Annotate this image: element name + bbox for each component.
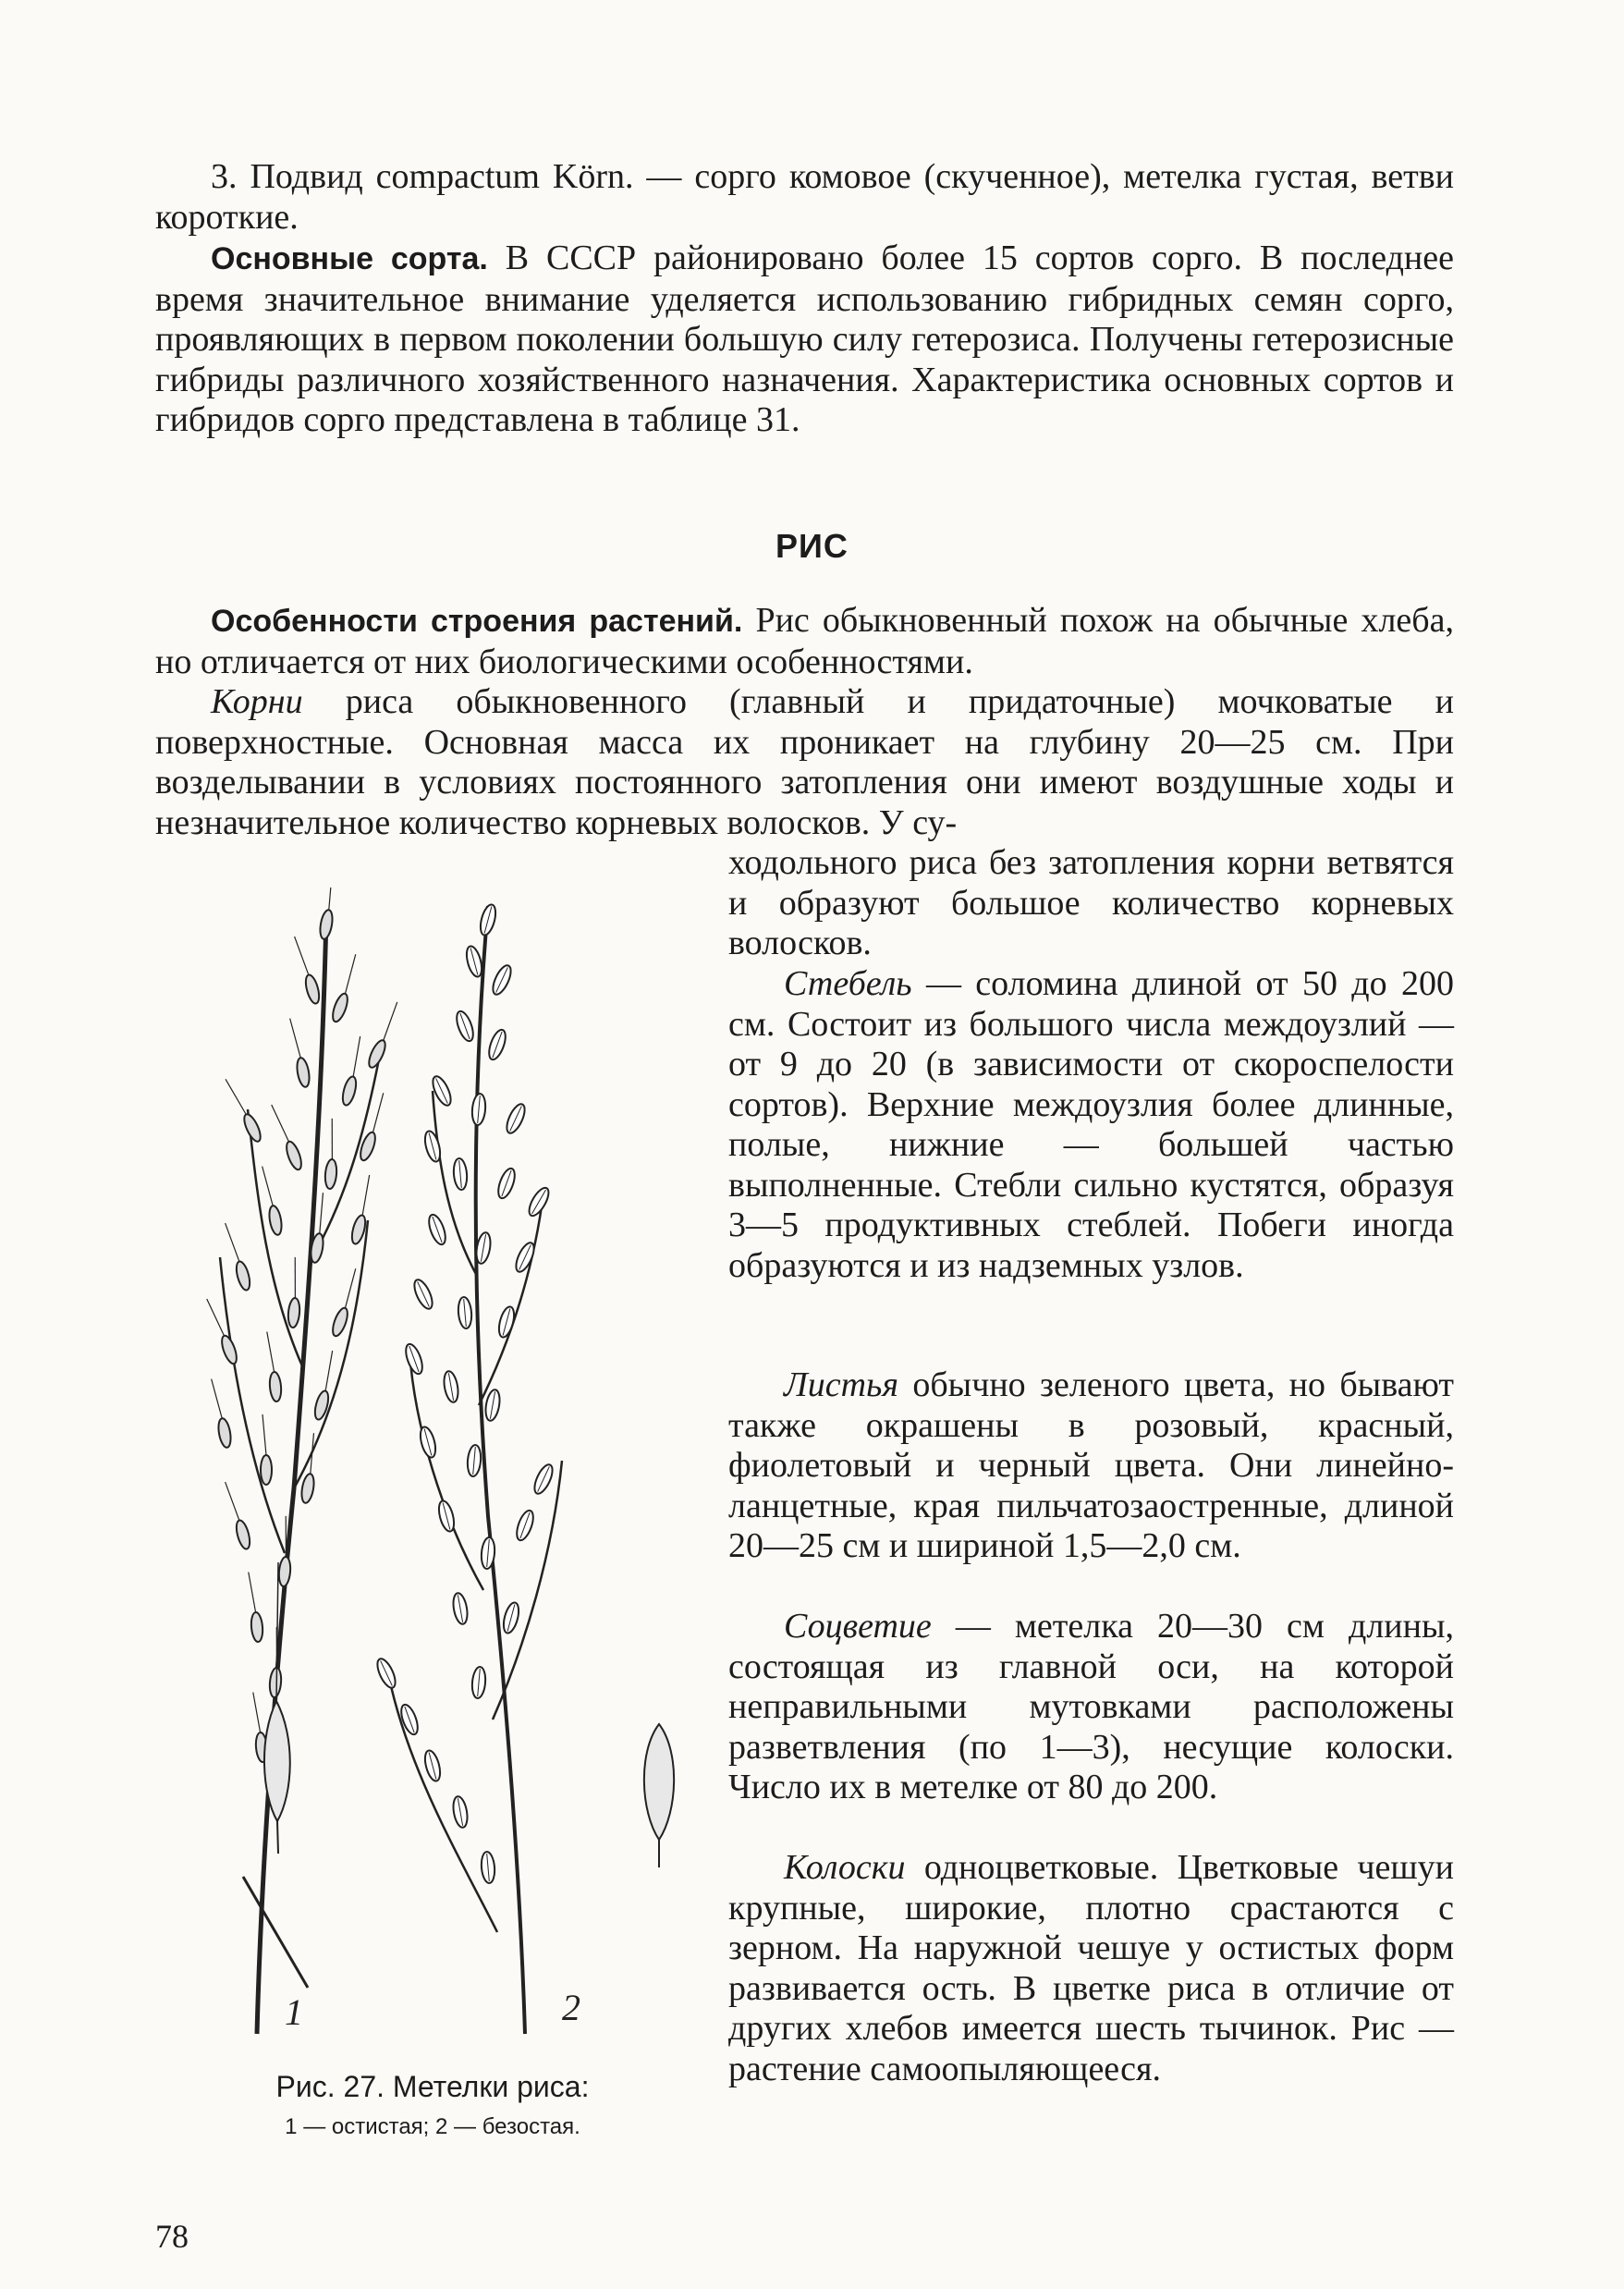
term-roots: Корни [211, 682, 303, 721]
paragraph-spikelets: Колоски одноцветковые. Цветковые чешуи крупные, широкие, плотно срастаются с зерном. На наружной чешуе у остистых форм развивается ость. В цветке риса в отличие от других хлебов имеется шесть тычинок. Рис — растение самоопыляющееся. [728, 1848, 1454, 2088]
paragraph-leaves: Листья обычно зеленого цвета, но бывают также окрашены в розовый, красный, фиолетовый и черный цвета. Они линейно-ланцетные, края пильчатозаостренные, длиной 20—25 см и шириной 1,5—2,0 см. [728, 1365, 1454, 1565]
paragraph-main-varieties: Основные сорта. В СССР районировано более 15 сортов сорго. В последнее время значительное внимание уделяется использованию гибридных семян сорго, проявляющих в первом поколении большую силу гетерозиса. Получены гетерозисные гибриды различного хозяйственного назначения. Характеристика основных сортов и гибридов сорго представлена в таблице 31. [155, 239, 1454, 439]
term-stem: Стебель [784, 964, 912, 1003]
term-leaves: Листья [784, 1365, 899, 1404]
figure-caption [155, 2066, 710, 2148]
figure-caption-title: Рис. 27. Метелки риса: [275, 2070, 590, 2103]
paragraph-structure: Особенности строения растений. Рис обыкновенный похож на обычные хлеба, но отличается от них биологическими особенностями. [155, 601, 1454, 681]
paragraph-roots-continued: ходольного риса без затопления корни ветвятся и образуют большое количество корневых волосков. [728, 843, 1454, 962]
page-number: 78 [155, 2218, 189, 2255]
panicle-awnless [373, 903, 562, 2034]
figure-label-2: 2 [562, 1987, 580, 2028]
figure-caption-legend: 1 — остистая; 2 — безостая. [285, 2114, 580, 2139]
paragraph-inflorescence: Соцветие — метелка 20—30 см длины, состоящая из главной оси, на которой неправильными мутовками расположены разветвления (по 1—3), несущие колоски. Число их в метелке от 80 до 200. [728, 1607, 1454, 1806]
figure-label-1: 1 [285, 1991, 303, 2033]
paragraph-stem: Стебель — соломина длиной от 50 до 200 см. Состоит из большого числа междоузлий — от 9 до 20 (в зависимости от скороспелости сортов). Верхние междоузлия более длинные, полые, нижние — большей частью выполненные. Стебли сильно кустятся, образуя 3—5 продуктивных стеблей. Побеги иногда образуются и из надземных узлов. [728, 964, 1454, 1285]
term-spikelets: Колоски [784, 1848, 906, 1887]
term-inflorescence: Соцветие [784, 1607, 932, 1646]
panicle-awned [205, 887, 406, 2034]
heading-structure: Особенности строения растений. [211, 604, 743, 639]
rice-panicles-illustration [155, 887, 710, 2080]
paragraph-roots: Корни риса обыкновенного (главный и придаточные) мочковатые и поверхностные. Основная масса их проникает на глубину 20—25 см. При возделывании в условиях постоянного затопления они имеют воздушные ходы и незначительное количество корневых волосков. У су- [155, 682, 1454, 842]
spikelet-awnless [644, 1724, 674, 1867]
heading-main-varieties: Основные сорта. [211, 241, 488, 276]
section-title: РИС [775, 527, 849, 565]
paragraph-subspecies: 3. Подвид compactum Körn. — сорго комовое (скученное), метелка густая, ветви короткие. [155, 157, 1454, 237]
